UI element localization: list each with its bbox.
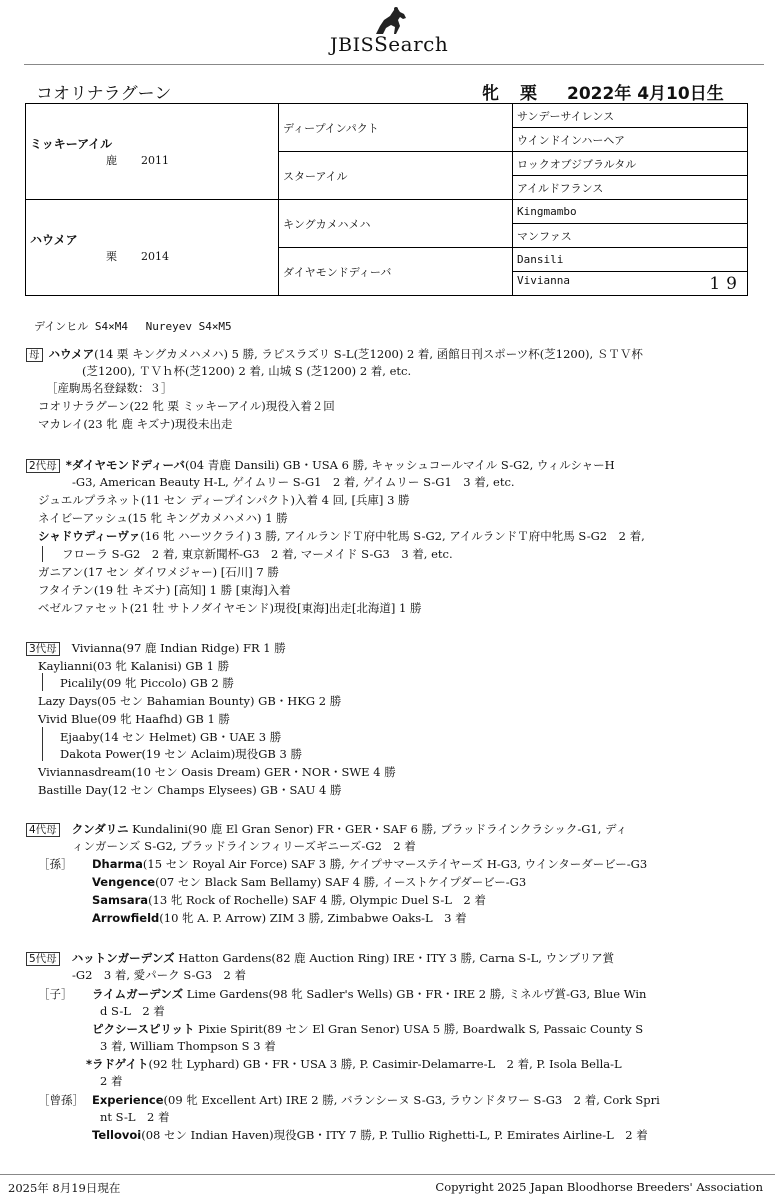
- gd3-line3: Picalily(09 牝 Piccolo) GB 2 勝: [60, 676, 234, 690]
- gd4-line5: (13 牝 Rock of Rochelle) SAF 4 勝, Olympic Duel S-L 2 着: [148, 893, 486, 907]
- indent-bar: [42, 673, 43, 691]
- footer-date: 2025年 8月19日現在: [8, 1181, 121, 1195]
- gd5-name[interactable]: ハットンガーデンズ: [71, 951, 175, 965]
- gd4-samsara[interactable]: Samsara: [92, 893, 149, 907]
- gd2-line5: (16 牝 ハーツクライ) 3 勝, アイルランドＴ府中牝馬 S-G2, アイルランドＴ府中牝馬 S-G2 2 着,: [140, 529, 645, 543]
- logo-jbis: JBIS: [330, 34, 375, 56]
- gd4-line2: ィンガーンズ S-G2, ブラッドラインフィリーズギニーズ-G2 2 着: [72, 839, 416, 853]
- pedigree-table: [25, 103, 748, 296]
- gd5-lime[interactable]: ライムガーデンズ: [92, 987, 184, 1001]
- gd5-mark1: ［子］: [38, 987, 73, 1001]
- sire-cell: [26, 104, 279, 200]
- header-divider: [24, 64, 764, 65]
- gd2-line4: ネイビーアッシュ(15 牝 キングカメハメハ) 1 勝: [38, 511, 288, 525]
- gd3-tag: 3代母: [26, 642, 60, 656]
- gd2-line9: ベゼルファセット(21 牡 サトノダイヤモンド)現役[東海]出走[北海道] 1 勝: [38, 601, 422, 615]
- dam-sec-line4: コオリナラグーン(22 牝 栗 ミッキーアイル)現役入着２回: [38, 399, 335, 413]
- gd4-line4: (07 セン Black Sam Bellamy) SAF 4 勝, イーストケイプダービー-G3: [155, 875, 527, 889]
- sire-sire[interactable]: ディープインパクト: [279, 104, 513, 152]
- dam-sire[interactable]: キングカメハメハ: [279, 200, 513, 248]
- ped-gen3-5[interactable]: Kingmambo: [513, 200, 748, 224]
- gd2-shadow-name[interactable]: シャドウディーヴァ: [38, 529, 141, 543]
- dam-name[interactable]: ハウメア: [30, 233, 78, 247]
- gd4-line1: Kundalini(90 鹿 El Gran Senor) FR・GER・SAF 6 勝, ブラッドラインクラシック-G1, ディ: [128, 822, 628, 836]
- sire-name[interactable]: ミッキーアイル: [30, 137, 113, 151]
- gd5-line2: -G2 3 着, 愛パーク S-G3 2 着: [72, 968, 246, 982]
- gd5-experience[interactable]: Experience: [92, 1093, 164, 1107]
- gd2-tag: 2代母: [26, 459, 60, 473]
- gd2-line3: ジュエルプラネット(11 セン ディープインパクト)入着 4 回, [兵庫] 3 勝: [38, 493, 410, 507]
- gd5-radgate[interactable]: *ラドゲイト: [86, 1057, 149, 1071]
- gd5-line7: (92 牡 Lyphard) GB・FR・USA 3 勝, P. Casimir-Delamarre-L 2 着, P. Isola Bella-L: [148, 1057, 622, 1071]
- dam-sec-line5: マカレイ(23 牝 鹿 キズナ)現役未出走: [38, 417, 233, 431]
- gd3-line5: Vivid Blue(09 牝 Haafhd) GB 1 勝: [38, 712, 230, 726]
- gd3-line7: Dakota Power(19 セン Aclaim)現役GB 3 勝: [60, 747, 302, 761]
- ped-gen3-3[interactable]: ロックオブジブラルタル: [513, 152, 748, 176]
- gd5-line3: Lime Gardens(98 牝 Sadler's Wells) GB・FR・IRE 2 勝, ミネルヴ賞-G3, Blue Win: [183, 987, 647, 1001]
- gd2-line8: フタイテン(19 牡 キズナ) [高知] 1 勝 [東海]入着: [38, 583, 291, 597]
- gd5-line11: (08 セン Indian Haven)現役GB・ITY 7 勝, P. Tullio Righetti-L, P. Emirates Airline-L 2 着: [141, 1128, 648, 1142]
- dam-sec-line1: (14 栗 キングカメハメハ) 5 勝, ラピスラズリ S-L(芝1200) 2 着, 函館日刊スポーツ杯(芝1200), ＳＴＶ杯: [94, 347, 643, 361]
- gd5-mark2: ［曾孫］: [38, 1093, 84, 1107]
- gd5-line9: (09 牝 Excellent Art) IRE 2 勝, バランシーヌ S-G3, ラウンドタワー S-G3 2 着, Cork Spri: [163, 1093, 660, 1107]
- indent-bar: [42, 546, 43, 562]
- sire-year: 2011: [141, 154, 169, 167]
- ped-gen3-8-cell: [513, 272, 748, 296]
- gd4-vengence[interactable]: Vengence: [92, 875, 156, 889]
- gd4-dharma[interactable]: Dharma: [92, 857, 143, 871]
- inbreeding-line: デインヒル S4×M4 Nureyev S4×M5: [34, 320, 232, 333]
- gd3-line1: Vivianna(97 鹿 Indian Ridge) FR 1 勝: [71, 641, 286, 655]
- gd5-line6: 3 着, William Thompson S 3 着: [100, 1039, 276, 1053]
- ped-gen3-7[interactable]: Dansili: [513, 248, 748, 272]
- gd4-tag: 4代母: [26, 823, 60, 837]
- sire-color: 鹿: [106, 154, 117, 167]
- gd3-line9: Bastille Day(12 セン Champs Elysees) GB・SAU 4 勝: [38, 783, 342, 797]
- gd5-tellovoi[interactable]: Tellovoi: [92, 1128, 142, 1142]
- gd5-pixie[interactable]: ピクシースピリット: [92, 1022, 195, 1036]
- horse-name: コオリナラグーン: [36, 84, 172, 104]
- horse-title-row: [36, 79, 736, 103]
- dam-sec-name[interactable]: ハウメア: [48, 347, 95, 361]
- jbis-search-logo[interactable]: [330, 6, 470, 56]
- footer-divider: [0, 1174, 775, 1175]
- dam-year: 2014: [141, 250, 169, 263]
- gd4-mark: ［孫］: [38, 857, 73, 871]
- gd3-line6: Ejaaby(14 セン Helmet) GB・UAE 3 勝: [60, 730, 282, 744]
- gd2-line7: ガニアン(17 セン ダイワメジャー) [石川] 7 勝: [38, 565, 279, 579]
- gd4-line3: (15 セン Royal Air Force) SAF 3 勝, ケイプサマーステイヤーズ H-G3, ウインターダービー-G3: [142, 857, 648, 871]
- gd5-line10: nt S-L 2 着: [100, 1110, 170, 1124]
- logo-search: Search: [374, 32, 449, 56]
- dam-sec-line3: ［産駒馬名登録数：３］: [46, 381, 173, 395]
- gd5-line8: 2 着: [100, 1074, 123, 1088]
- gd5-line5: Pixie Spirit(89 セン El Gran Senor) USA 5 勝, Boardwalk S, Passaic County S: [194, 1022, 644, 1036]
- gd4-line6: (10 牝 A. P. Arrow) ZIM 3 勝, Zimbabwe Oaks-L 3 着: [159, 911, 467, 925]
- dam-sec-line2: (芝1200), ＴＶｈ杯(芝1200) 2 着, 山城 S (芝1200) 2 着, etc.: [82, 364, 412, 378]
- ped-gen3-1[interactable]: サンデーサイレンス: [513, 104, 748, 128]
- gd3-line8: Viviannasdream(10 セン Oasis Dream) GER・NOR・SWE 4 勝: [38, 765, 396, 779]
- horse-dob: 2022年 4月10日生: [567, 84, 724, 104]
- ped-gen3-8[interactable]: Vivianna: [517, 273, 570, 287]
- ped-gen3-4[interactable]: アイルドフランス: [513, 176, 748, 200]
- dam-color: 栗: [106, 250, 117, 263]
- gd3-line2: Kaylianni(03 牝 Kalanisi) GB 1 勝: [38, 659, 230, 673]
- horse-color: 栗: [520, 84, 537, 104]
- gd5-line4: d S-L 2 着: [100, 1004, 165, 1018]
- gd5-line1: Hatton Gardens(82 鹿 Auction Ring) IRE・ITY 3 勝, Carna S-L, ウンブリア賞: [174, 951, 615, 965]
- gd5-tag: 5代母: [26, 952, 60, 966]
- ped-gen3-2[interactable]: ウインドインハーヘア: [513, 128, 748, 152]
- gd3-line4: Lazy Days(05 セン Bahamian Bounty) GB・HKG 2 勝: [38, 694, 342, 708]
- pedigree-count: 19: [709, 273, 743, 294]
- gd4-name[interactable]: クンダリニ: [71, 822, 129, 836]
- ped-gen3-6[interactable]: マンファス: [513, 224, 748, 248]
- gd2-name[interactable]: *ダイヤモンドディーバ: [65, 458, 185, 472]
- horse-sex: 牝: [482, 84, 499, 104]
- footer-copyright: Copyright 2025 Japan Bloodhorse Breeders' Association: [435, 1180, 763, 1194]
- gd2-line2: -G3, American Beauty H-L, ゲイムリー S-G1 2 着, ゲイムリー S-G1 3 着, etc.: [72, 475, 515, 489]
- gd4-arrowfield[interactable]: Arrowfield: [92, 911, 160, 925]
- dam-tag: 母: [26, 348, 43, 362]
- dam-cell: [26, 200, 279, 296]
- indent-bar: [42, 727, 43, 761]
- gd2-line1: (04 青鹿 Dansili) GB・USA 6 勝, キャッシュコールマイル S-G2, ウィルシャーH: [184, 458, 615, 472]
- sire-dam[interactable]: スターアイル: [279, 152, 513, 200]
- dam-dam[interactable]: ダイヤモンドディーバ: [279, 248, 513, 296]
- gd2-line6: フローラ S-G2 2 着, 東京新聞杯-G3 2 着, マーメイド S-G3 3 着, etc.: [62, 547, 453, 561]
